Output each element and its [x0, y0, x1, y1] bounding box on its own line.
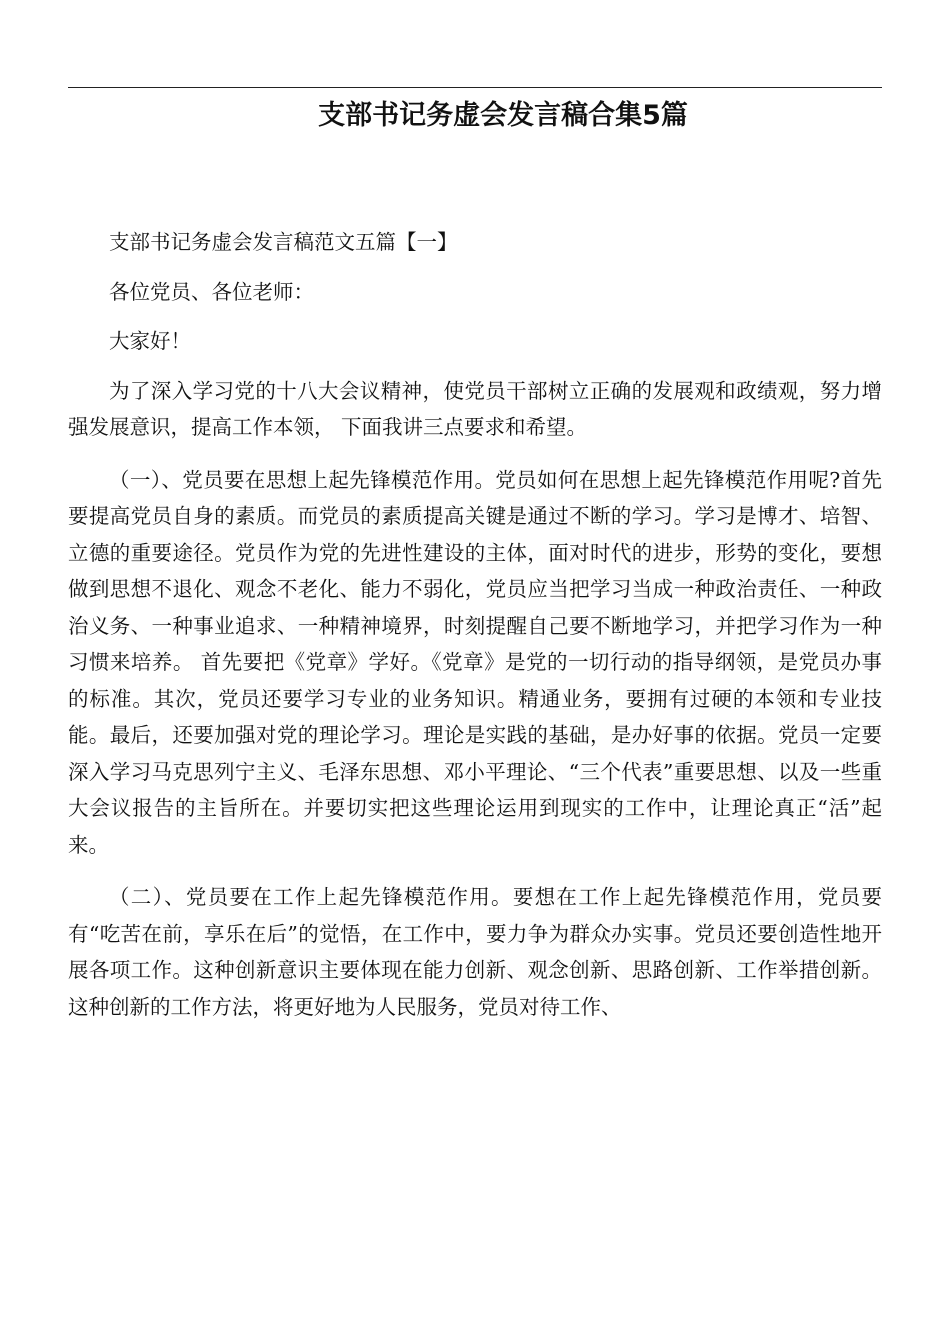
document-title: 支部书记务虚会发言稿合集5篇 [318, 100, 688, 131]
intro-paragraph: 为了深入学习党的十八大会议精神，使党员干部树立正确的发展观和政绩观，努力增强发展意识，提高工作本领， 下面我讲三点要求和希望。 [68, 378, 882, 439]
greeting: 大家好！ [109, 329, 191, 353]
header-rule [68, 87, 882, 88]
salutation: 各位党员、各位老师： [109, 279, 314, 304]
point-one-paragraph: （一）、党员要在思想上起先锋模范作用。党员如何在思想上起先锋模范作用呢?首先要提高党员自身的素质。而党员的素质提高关键是通过不断的学习。学习是博才、培智、立德的重要途径。党员作为党的先进性建设的主体，面对时代的进步，形势的变化，要想做到思想不退化、观念不老化、能力不弱化，党员应当把学习当成一种政治责任、一种政治义务、一种事业追求、一种精神境界，时刻提醒自己要不断地学习，并把学习作为一种习惯来培养。 首先要把《党章》学好。《党章》是党的一切行动的指导纲领，是党员办事的标准。其次，党员还要学习专业的业务知识。精通业务，要拥有过硬的本领和专业技能。最后，还要加强对党的理论学习。理论是实践的基础，是办好事的依据。党员一定要深入学习马克思列宁主义、毛泽东思想、邓小平理论、“三个代表”重要思想、以及一些重大会议报告的主旨所在。并要切实把这些理论运用到现实的工作中，让理论真正“活”起来。 [68, 467, 882, 857]
section-heading: 支部书记务虚会发言稿范文五篇【一】 [109, 230, 458, 254]
document-body [68, 224, 882, 1041]
point-two-paragraph: （二）、党员要在工作上起先锋模范作用。要想在工作上起先锋模范作用，党员要有“吃苦在前，享乐在后”的觉悟，在工作中，要力争为群众办实事。党员还要创造性地开展各项工作。这种创新意识主要体现在能力创新、观念创新、思路创新、工作举措创新。这种创新的工作方法，将更好地为人民服务，党员对待工作、 [68, 885, 882, 1019]
